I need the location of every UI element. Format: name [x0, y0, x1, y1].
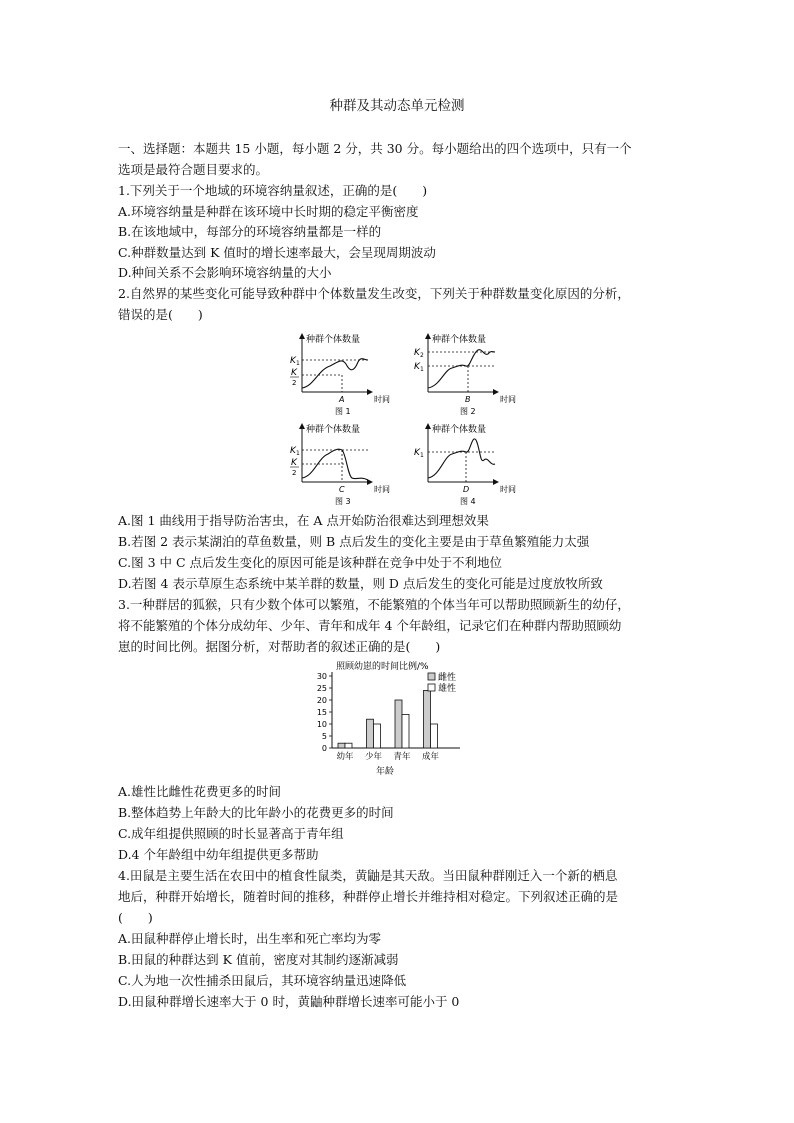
- y-axis-label: 种群个体数量: [306, 335, 361, 345]
- bar-male: [431, 724, 438, 748]
- bar-female: [338, 743, 345, 748]
- point-label: C: [339, 485, 345, 494]
- k2-label: K: [414, 348, 420, 358]
- x-tick-label: 青年: [393, 752, 411, 762]
- k-half-denominator: 2: [292, 379, 297, 387]
- y-tick-label: 0: [321, 744, 327, 753]
- point-label: A: [339, 395, 345, 404]
- bar-female: [395, 700, 402, 748]
- question-stem: 3.一种群居的狐猴，只有少数个体可以繁殖，不能繁殖的个体当年可以帮助照顾新生的幼仔，: [118, 597, 630, 612]
- option-d: D.种间关系不会影响环境容纳量的大小: [118, 265, 332, 280]
- option-d: D.若图 4 表示草原生态系统中某羊群的数量，则 D 点后发生的变化可能是过度放牧所致: [118, 576, 603, 591]
- x-axis-label: 时间: [374, 485, 390, 494]
- k1-label: K: [290, 356, 296, 366]
- option-b: B.在该地域中，每部分的环境容纳量都是一样的: [118, 224, 382, 239]
- graph-3: [290, 423, 390, 506]
- k1-sub: 1: [296, 360, 300, 367]
- y-tick-label: 5: [321, 732, 327, 741]
- question-stem: 4.田鼠是主要生活在农田中的植食性鼠类，黄鼬是其天敌。当田鼠种群刚迁入一个新的栖息: [118, 868, 618, 883]
- k1-label: K: [414, 448, 420, 458]
- graph-caption: 图 3: [335, 497, 351, 506]
- bar-male: [402, 714, 409, 748]
- k-half-denominator: 2: [292, 469, 297, 477]
- option-c: C.成年组提供照顾的时长显著高于青年组: [118, 826, 344, 841]
- x-axis-label: 时间: [374, 395, 390, 404]
- y-axis-label: 种群个体数量: [432, 335, 487, 345]
- legend-swatch: [428, 684, 435, 691]
- question-stem: 地后，种群开始增长，随着时间的推移，种群停止增长并维持相对稳定。下列叙述正确的是: [118, 889, 619, 904]
- graph-caption: 图 2: [460, 407, 476, 416]
- y-tick-label: 15: [316, 708, 327, 717]
- x-axis-label: 时间: [500, 485, 516, 494]
- k1-label: K: [414, 362, 420, 372]
- k-half-label: K: [291, 458, 297, 468]
- option-a: A.雄性比雌性花费更多的时间: [118, 784, 282, 799]
- option-a: A.环境容纳量是种群在该环境中长时期的稳定平衡密度: [118, 204, 419, 219]
- question-stem: ( ): [118, 910, 153, 925]
- bar-chart: [306, 660, 482, 778]
- question-stem: 错误的是( ): [118, 307, 203, 322]
- x-tick-label: 成年: [421, 752, 440, 762]
- option-d: D.田鼠种群增长速率大于 0 时，黄鼬种群增长速率可能小于 0: [118, 994, 460, 1009]
- bar-male: [345, 743, 352, 748]
- bar-female: [367, 719, 374, 748]
- k1-label: K: [290, 446, 296, 456]
- x-axis-title: 年龄: [376, 767, 395, 777]
- k-half-label: K: [291, 368, 297, 378]
- option-d: D.4 个年龄组中幼年组提供更多帮助: [118, 847, 319, 862]
- chart-title: 照顾幼崽的时间比例/%: [336, 662, 429, 672]
- section-intro: 选项是最符合题目要求的。: [118, 162, 269, 177]
- point-label: B: [465, 395, 471, 404]
- y-tick-label: 25: [316, 684, 327, 693]
- option-c: C.种群数量达到 K 值时的增长速率最大，会呈现周期波动: [118, 245, 436, 260]
- graph-caption: 图 4: [460, 497, 476, 506]
- option-b: B.田鼠的种群达到 K 值前，密度对其制约逐渐减弱: [118, 952, 399, 967]
- k1-sub: 1: [420, 452, 424, 459]
- y-tick-label: 20: [316, 696, 327, 705]
- x-tick-label: 幼年: [336, 752, 354, 762]
- question-stem: 1.下列关于一个地域的环境容纳量叙述，正确的是( ): [118, 183, 428, 198]
- population-graphs: [280, 330, 520, 508]
- option-c: C.图 3 中 C 点后发生变化的原因可能是该种群在竞争中处于不利地位: [118, 555, 503, 570]
- graph-caption: 图 1: [335, 407, 351, 416]
- point-label: D: [463, 485, 470, 494]
- graph-4: [414, 423, 516, 506]
- bar-male: [374, 724, 381, 748]
- y-tick-label: 30: [316, 672, 327, 681]
- option-b: B.整体趋势上年龄大的比年龄小的花费更多的时间: [118, 805, 394, 820]
- option-a: A.图 1 曲线用于指导防治害虫，在 A 点开始防治很难达到理想效果: [118, 513, 489, 528]
- option-b: B.若图 2 表示某湖泊的草鱼数量，则 B 点后发生的变化主要是由于草鱼繁殖能力太强: [118, 534, 590, 549]
- option-a: A.田鼠种群停止增长时，出生率和死亡率均为零: [118, 931, 382, 946]
- question-stem: 2.自然界的某些变化可能导致种群中个体数量发生改变，下列关于种群数量变化原因的分析，: [118, 286, 630, 301]
- question-stem: 崽的时间比例。据图分析，对帮助者的叙述正确的是( ): [118, 639, 441, 654]
- x-axis-label: 时间: [500, 395, 516, 404]
- graph-1: [290, 333, 390, 416]
- k1-sub: 1: [420, 366, 424, 373]
- y-tick-label: 10: [316, 720, 327, 729]
- legend-label: 雌性: [438, 673, 457, 683]
- x-tick-label: 少年: [364, 752, 383, 762]
- option-c: C.人为地一次性捕杀田鼠后，其环境容纳量迅速降低: [118, 973, 407, 988]
- k2-sub: 2: [420, 352, 424, 359]
- bar-female: [424, 690, 431, 748]
- section-intro: 一、选择题：本题共 15 小题，每小题 2 分，共 30 分。每小题给出的四个选项中，只有一个: [118, 141, 632, 156]
- graph-2: [414, 333, 516, 416]
- legend-swatch: [428, 673, 435, 680]
- question-stem: 将不能繁殖的个体分成幼年、少年、青年和成年 4 个年龄组，记录它们在种群内帮助照顾幼: [118, 618, 622, 633]
- page-title: 种群及其动态单元检测: [329, 98, 465, 114]
- y-axis-label: 种群个体数量: [306, 425, 361, 435]
- k1-sub: 1: [296, 450, 300, 457]
- y-axis-label: 种群个体数量: [432, 425, 487, 435]
- legend-label: 雄性: [438, 684, 457, 694]
